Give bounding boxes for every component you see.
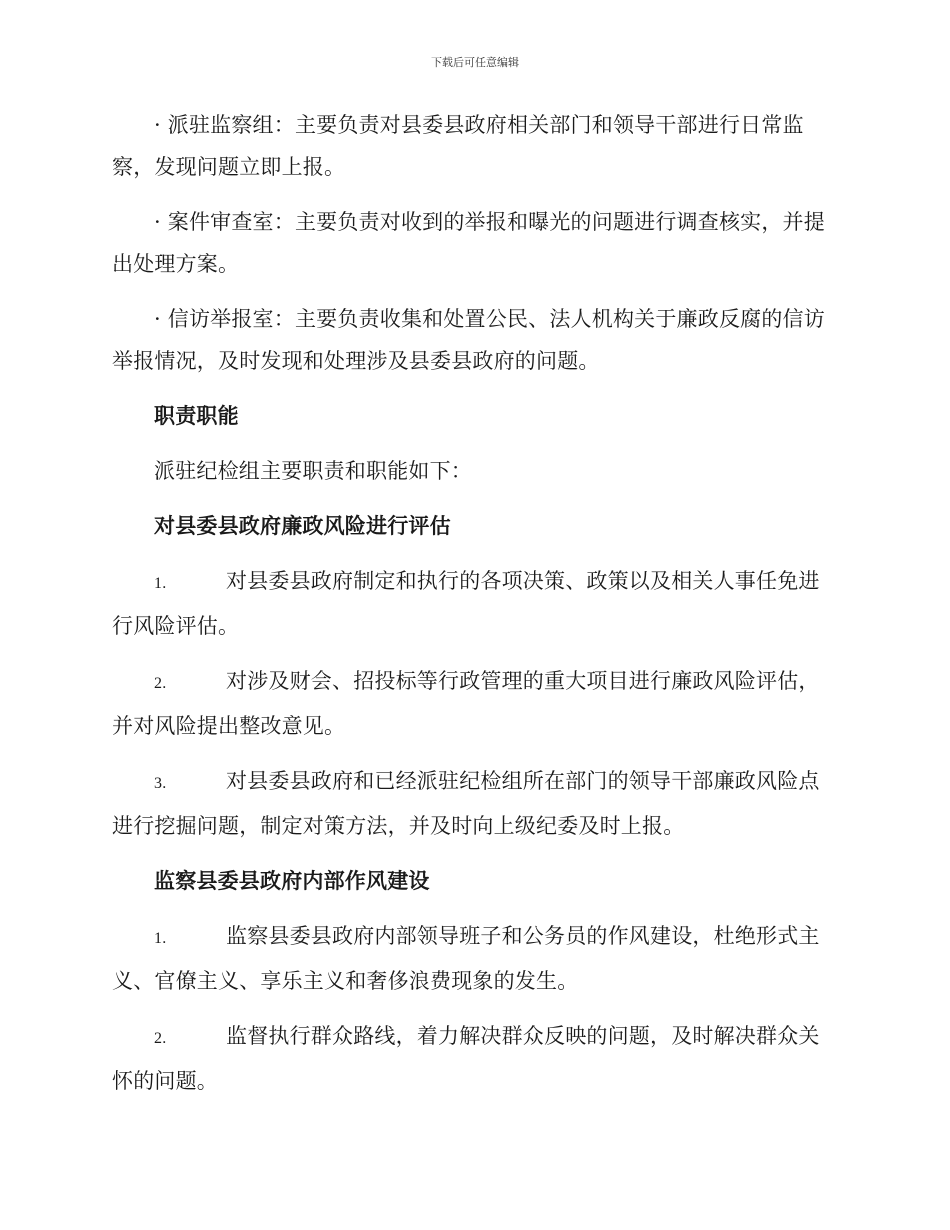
section-heading: 职责职能 <box>154 403 239 428</box>
item-text: 对涉及财会、招投标等行政管理的重大项目进行廉政风险评估，并对风险提出整改意见。 <box>112 669 820 738</box>
section-heading: 对县委县政府廉政风险进行评估 <box>154 513 451 538</box>
item-text: 监督执行群众路线，着力解决群众反映的问题，及时解决群众关怀的问题。 <box>112 1024 820 1093</box>
section-heading: 监察县委县政府内部作风建设 <box>154 868 430 893</box>
numbered-item <box>112 1015 834 1102</box>
bullet-paragraph: · 信访举报室：主要负责收集和处置公民、法人机构关于廉政反腐的信访举报情况，及时发现和处理涉及县委县政府的问题。 <box>112 307 825 373</box>
item-number: 2. <box>154 1030 167 1047</box>
bullet-paragraph: · 派驻监察组：主要负责对县委县政府相关部门和领导干部进行日常监察，发现问题立即上报。 <box>112 113 804 179</box>
numbered-item <box>112 760 834 847</box>
item-number: 3. <box>154 775 167 792</box>
item-number: 1. <box>154 575 167 592</box>
item-text: 对县委县政府制定和执行的各项决策、政策以及相关人事任免进行风险评估。 <box>112 569 820 638</box>
item-number: 2. <box>154 675 167 692</box>
item-text: 对县委县政府和已经派驻纪检组所在部门的领导干部廉政风险点进行挖掘问题，制定对策方法，并及时向上级纪委及时上报。 <box>112 769 820 838</box>
numbered-item <box>112 560 834 647</box>
bullet-paragraph: · 案件审查室：主要负责对收到的举报和曝光的问题进行调查核实，并提出处理方案。 <box>112 210 825 276</box>
item-number: 1. <box>154 930 167 947</box>
page-header: 下载后可任意编辑 <box>431 56 519 69</box>
numbered-item <box>112 915 834 1002</box>
intro-paragraph: 派驻纪检组主要职责和职能如下： <box>154 459 472 483</box>
item-text: 监察县委县政府内部领导班子和公务员的作风建设，杜绝形式主义、官僚主义、享乐主义和奢侈浪费现象的发生。 <box>112 924 820 993</box>
document-body <box>112 104 834 1115</box>
numbered-item <box>112 660 834 747</box>
